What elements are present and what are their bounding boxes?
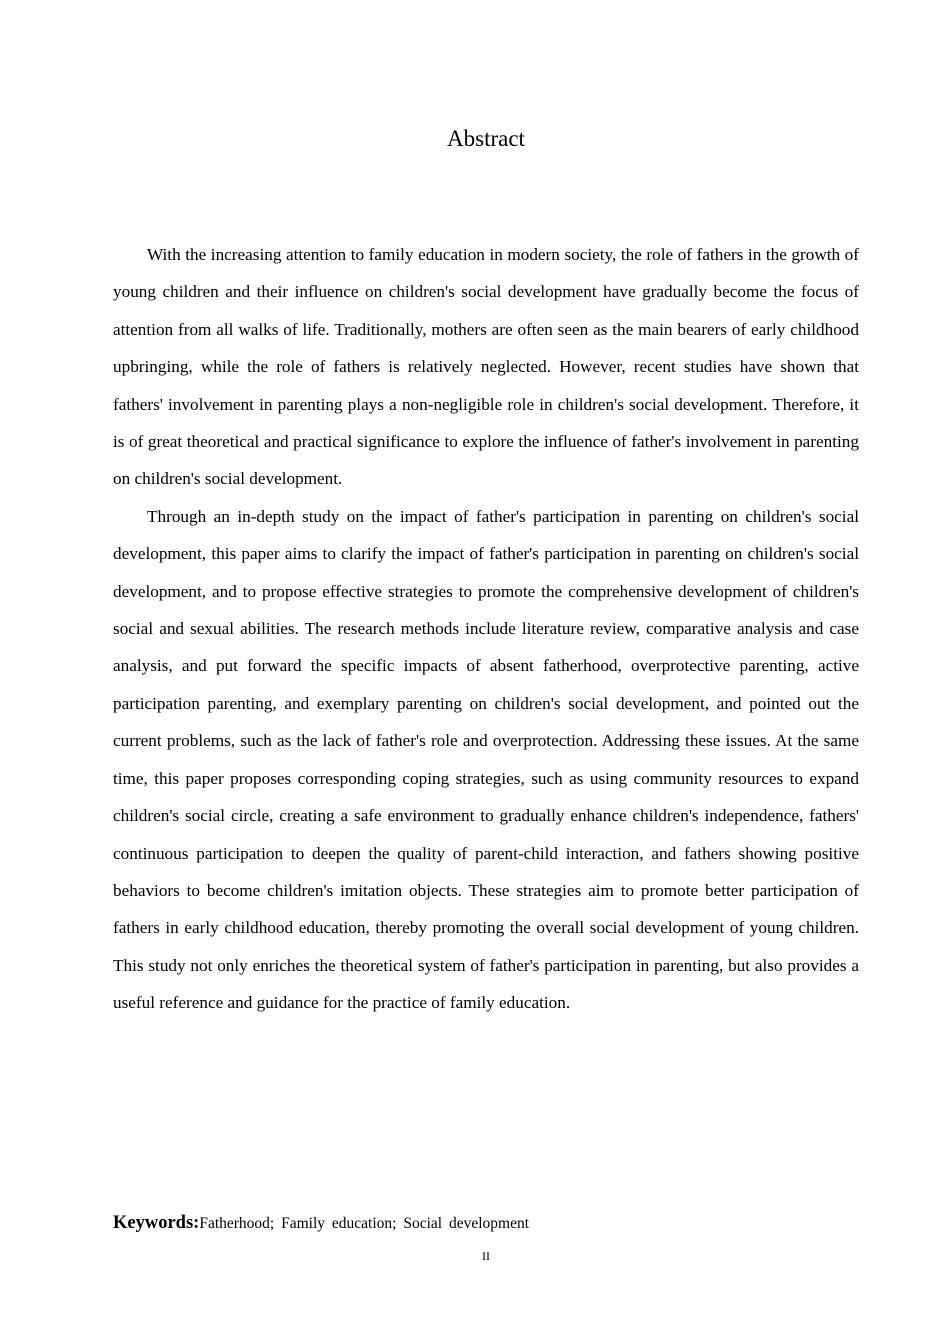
keywords-label: Keywords: xyxy=(113,1213,200,1233)
keywords-line xyxy=(113,1208,859,1239)
abstract-paragraph-1: With the increasing attention to family education in modern society, the role of fathers in the growth of young children and their influence on children's social development have gradually become the focus of attention from all walks of life. Traditionally, mothers are often seen as the main bearers of early childhood upbringing, while the role of fathers is relatively neglected. However, recent studies have shown that fathers' involvement in parenting plays a non-negligible role in children's social development. Therefore, it is of great theoretical and practical significance to explore the influence of father's involvement in parenting on children's social development. xyxy=(113,245,859,489)
abstract-body xyxy=(113,236,859,1022)
page-number: II xyxy=(482,1249,490,1263)
keywords-text: Fatherhood; Family education; Social development xyxy=(199,1215,530,1232)
abstract-paragraph-2: Through an in-depth study on the impact of father's participation in parenting on children's social development, this paper aims to clarify the impact of father's participation in parenting on children's social development, and to propose effective strategies to promote the comprehensive development of children's social and sexual abilities. The research methods include literature review, comparative analysis and case analysis, and put forward the specific impacts of absent fatherhood, overprotective parenting, active participation parenting, and exemplary parenting on children's social development, and pointed out the current problems, such as the lack of father's role and overprotection. Addressing these issues. At the same time, this paper proposes corresponding coping strategies, such as using community resources to expand children's social circle, creating a safe environment to gradually enhance children's independence, fathers' continuous participation to deepen the quality of parent-child interaction, and fathers showing positive behaviors to become children's imitation objects. These strategies aim to promote better participation of fathers in early childhood education, thereby promoting the overall social development of young children. This study not only enriches the theoretical system of father's participation in parenting, but also provides a useful reference and guidance for the practice of family education. xyxy=(113,506,859,1013)
abstract-title: Abstract xyxy=(447,126,525,151)
